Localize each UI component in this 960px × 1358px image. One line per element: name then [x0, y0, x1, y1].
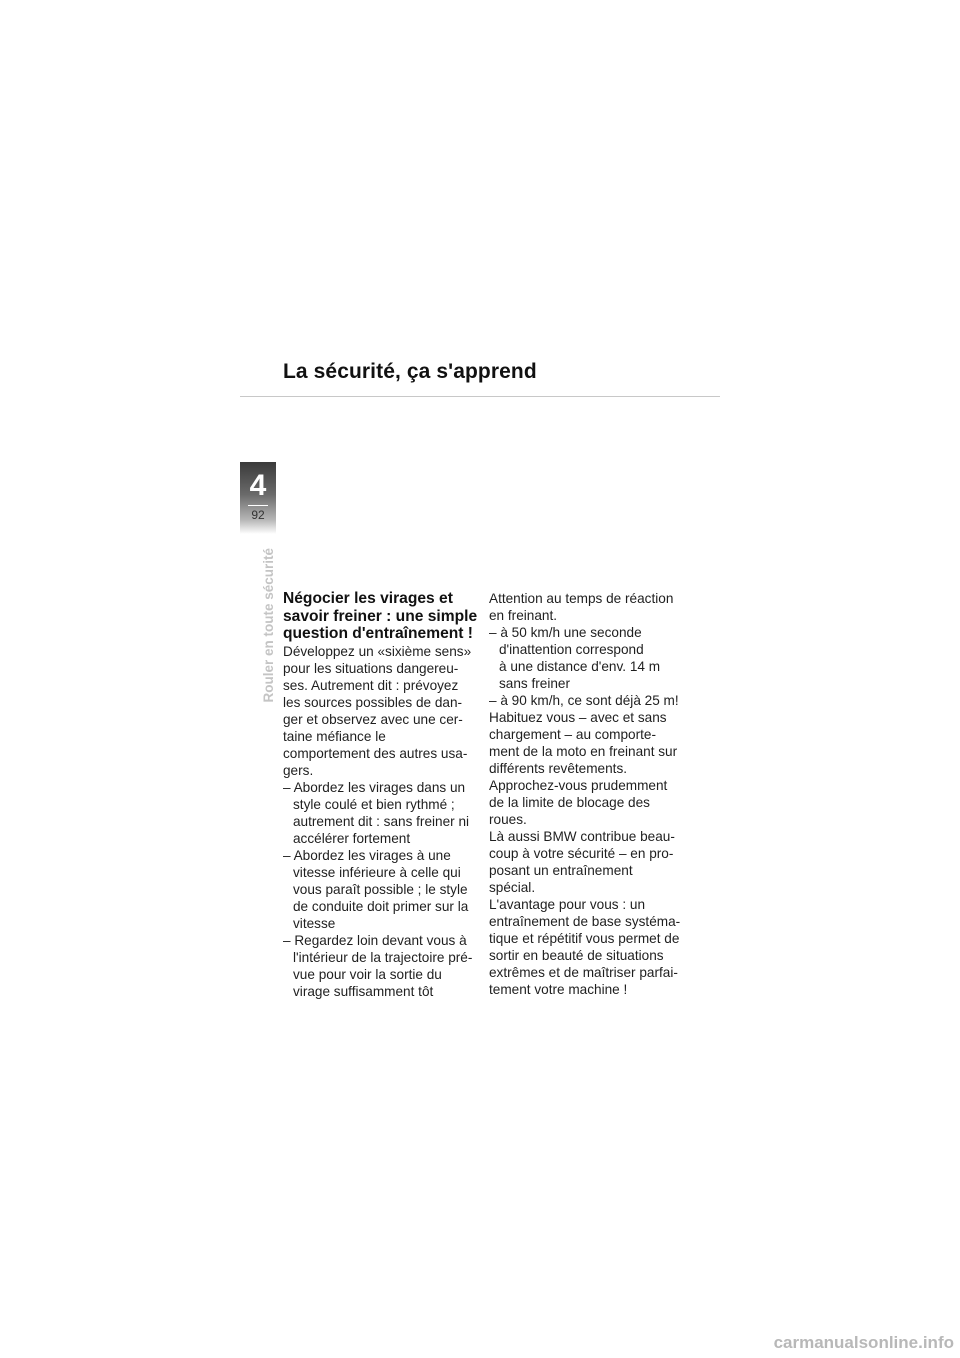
bullet-continuation: d'inattention correspond: [499, 642, 644, 657]
body-line: comportement des autres usa-: [283, 745, 468, 761]
bullet-continuation: à une distance d'env. 14 m: [499, 659, 661, 674]
body-line: de la limite de blocage des: [489, 795, 650, 810]
right-column: [489, 590, 699, 998]
body-line: Habituez vous – avec et sans: [489, 710, 667, 725]
body-line: en freinant.: [489, 608, 558, 623]
watermark-text: carmanualsonline.info: [773, 1333, 954, 1352]
heading-line: savoir freiner : une simple: [283, 607, 478, 625]
body-line: entraînement de base systéma-: [489, 914, 681, 929]
chapter-separator: [248, 505, 268, 506]
bullet-continuation: vitesse inférieure à celle qui: [293, 864, 461, 880]
heading-line: Négocier les virages et: [283, 590, 453, 607]
bullet-line: – à 50 km/h une seconde: [489, 625, 642, 640]
body-line: ses. Autrement dit : prévoyez: [283, 677, 459, 693]
body-line: gers.: [283, 762, 314, 778]
body-line: Là aussi BMW contribue beau-: [489, 829, 675, 844]
bullet-line: – Abordez les virages dans un: [283, 779, 466, 795]
body-line: différents revêtements.: [489, 761, 628, 776]
body-line: Développez un «sixième sens»: [283, 643, 472, 659]
chapter-tab: [240, 462, 276, 534]
body-line: L'avantage pour vous : un: [489, 897, 646, 912]
body-line: pour les situations dangereu-: [283, 660, 459, 676]
body-line: extrêmes et de maîtriser parfai-: [489, 965, 678, 980]
body-line: spécial.: [489, 880, 536, 895]
bullet-continuation: autrement dit : sans freiner ni: [293, 813, 470, 829]
section-heading: [283, 590, 493, 643]
page-number: 92: [251, 508, 265, 522]
body-line: coup à votre sécurité – en pro-: [489, 846, 674, 861]
chapter-number: 4: [249, 469, 267, 502]
bullet-continuation: virage suffisamment tôt: [293, 983, 434, 999]
bullet-continuation: de conduite doit primer sur la: [293, 898, 469, 914]
body-line: ment de la moto en freinant sur: [489, 744, 678, 759]
bullet-continuation: accélérer fortement: [293, 830, 411, 846]
body-line: taine méfiance le: [283, 728, 386, 744]
section-side-label: Rouler en toute sécurité: [261, 548, 276, 703]
page-title: La sécurité, ça s'apprend: [283, 360, 537, 383]
body-line: tique et répétitif vous permet de: [489, 931, 680, 946]
bullet-continuation: sans freiner: [499, 676, 571, 691]
body-line: chargement – au comporte-: [489, 727, 656, 742]
title-divider: [240, 396, 720, 397]
bullet-line: – à 90 km/h, ce sont déjà 25 m!: [489, 693, 679, 708]
body-line: Approchez-vous prudemment: [489, 778, 668, 793]
bullet-line: – Regardez loin devant vous à: [283, 932, 467, 948]
body-line: ger et observez avec une cer-: [283, 711, 463, 727]
body-line: roues.: [489, 812, 527, 827]
bullet-continuation: vitesse: [293, 915, 336, 931]
body-line: les sources possibles de dan-: [283, 694, 463, 710]
bullet-line: – Abordez les virages à une: [283, 847, 451, 863]
heading-line: question d'entraînement !: [283, 625, 473, 642]
body-line: posant un entraînement: [489, 863, 633, 878]
bullet-continuation: style coulé et bien rythmé ;: [293, 796, 455, 812]
body-line: Attention au temps de réaction: [489, 591, 674, 606]
left-column: [283, 590, 493, 1000]
body-line: sortir en beauté de situations: [489, 948, 664, 963]
body-line: tement votre machine !: [489, 982, 628, 997]
bullet-continuation: vous paraît possible ; le style: [293, 881, 468, 897]
bullet-continuation: l'intérieur de la trajectoire pré-: [293, 949, 473, 965]
bullet-continuation: vue pour voir la sortie du: [293, 966, 442, 982]
